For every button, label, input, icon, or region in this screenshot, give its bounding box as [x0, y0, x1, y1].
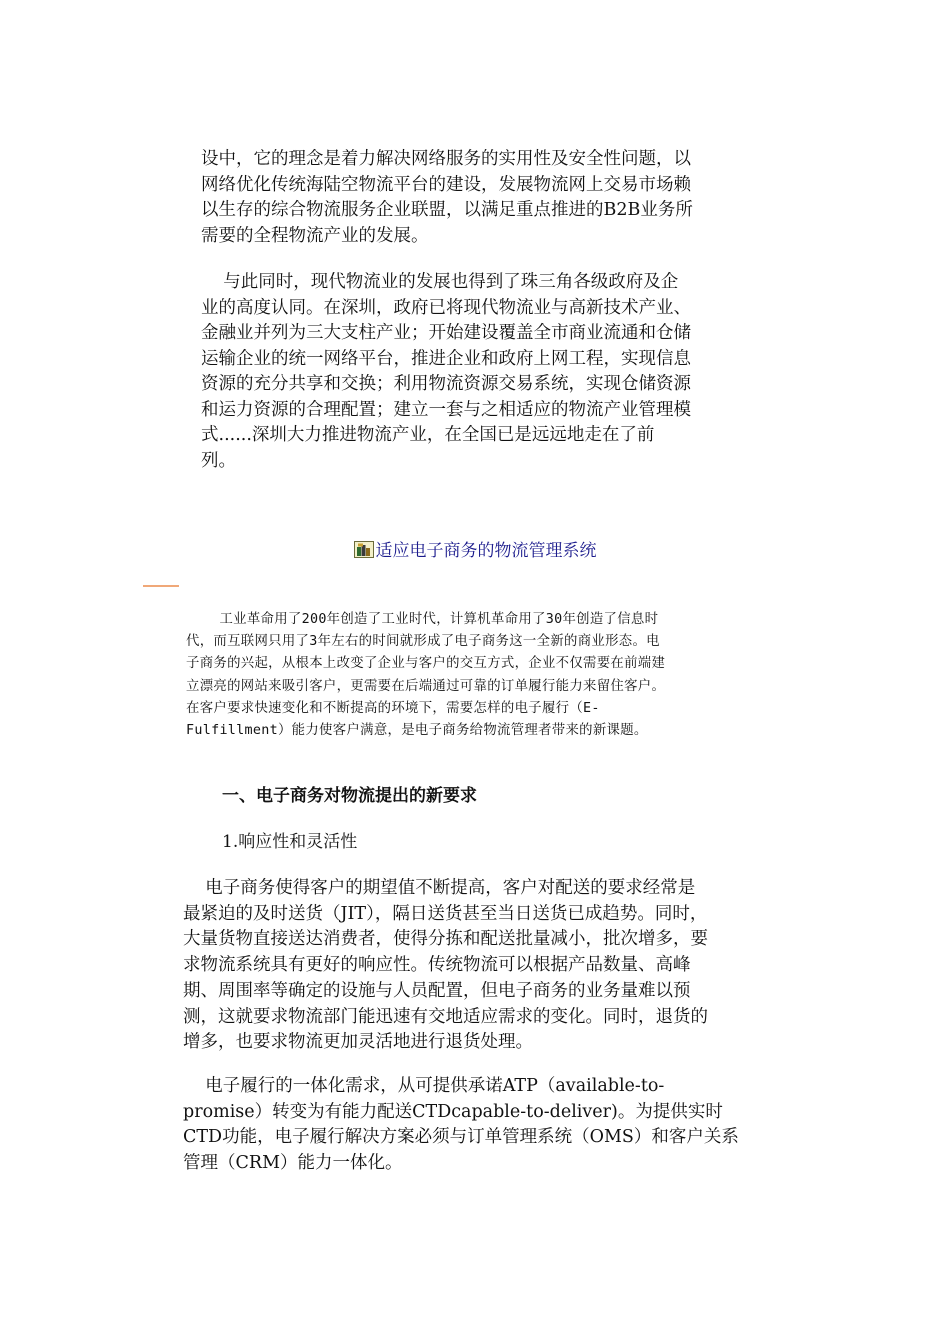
paragraph-4 — [183, 876, 763, 1056]
text-line: promise）转变为有能力配送CTDcapable-to-deliver)。为提供实时 — [183, 1101, 723, 1122]
divider — [143, 585, 179, 587]
text-line: 运输企业的统一网络平台，推进企业和政府上网工程，实现信息 — [201, 348, 691, 369]
text-line: 增多，也要求物流更加灵活地进行退货处理。 — [183, 1032, 533, 1053]
section-title: 适应电子商务的物流管理系统 — [375, 541, 597, 561]
text-line: 电子履行的一体化需求，从可提供承诺ATP（available-to- — [183, 1076, 665, 1096]
text-line: 求物流系统具有更好的响应性。传统物流可以根据产品数量、高峰 — [183, 955, 691, 976]
text-line: 期、周围率等确定的设施与人员配置，但电子商务的业务量难以预 — [183, 980, 691, 1001]
paragraph-1 — [201, 147, 761, 249]
heading-2: 1.响应性和灵活性 — [222, 832, 358, 852]
text-line: 测，这就要求物流部门能迅速有交地适应需求的变化。同时，退货的 — [183, 1006, 708, 1027]
text-line: 管理（CRM）能力一体化。 — [183, 1153, 403, 1174]
paragraph-2 — [201, 270, 761, 474]
text-line: 和运力资源的合理配置；建立一套与之相适应的物流产业管理模 — [201, 399, 691, 420]
text-line: 大量货物直接送达消费者，使得分拣和配送批量减小，批次增多，要 — [183, 929, 708, 950]
text-line: 需要的全程物流产业的发展。 — [201, 225, 429, 246]
text-line: 业的高度认同。在深圳，政府已将现代物流业与高新技术产业、 — [201, 297, 691, 318]
text-line: 式......深圳大力推进物流产业，在全国已是远远地走在了前 — [201, 425, 655, 445]
text-line: 电子商务使得客户的期望值不断提高，客户对配送的要求经常是 — [183, 878, 696, 898]
text-line: 金融业并列为三大支柱产业；开始建设覆盖全市商业流通和仓储 — [201, 323, 691, 343]
text-line: 以生存的综合物流服务企业联盟，以满足重点推进的B2B业务所 — [201, 200, 693, 220]
text-line: CTD功能，电子履行解决方案必须与订单管理系统（OMS）和客户关系 — [183, 1127, 739, 1148]
heading-1: 一、电子商务对物流提出的新要求 — [222, 786, 477, 806]
text-line: 工业革命用了200年创造了工业时代，计算机革命用了30年创造了信息时 — [186, 612, 659, 627]
text-line: 代，而互联网只用了3年左右的时间就形成了电子商务这一全新的商业形态。电 — [186, 634, 660, 650]
text-line: 设中，它的理念是着力解决网络服务的实用性及安全性问题，以 — [201, 149, 691, 169]
text-line: 资源的充分共享和交换；利用物流资源交易系统，实现仓储资源 — [201, 374, 691, 394]
books-icon — [354, 541, 374, 558]
text-line: 与此同时，现代物流业的发展也得到了珠三角各级政府及企 — [201, 272, 679, 292]
text-line: 最紧迫的及时送货（JIT），隔日送货甚至当日送货已成趋势。同时， — [183, 903, 708, 924]
text-line: 网络优化传统海陆空物流平台的建设，发展物流网上交易市场赖 — [201, 174, 691, 195]
paragraph-3 — [186, 609, 761, 742]
text-line: 列。 — [201, 450, 236, 471]
text-line: 立漂亮的网站来吸引客户，更需要在后端通过可靠的订单履行能力来留住客户。 — [186, 678, 666, 694]
paragraph-5 — [183, 1074, 763, 1177]
text-line: 子商务的兴起，从根本上改变了企业与客户的交互方式，企业不仅需要在前端建 — [186, 656, 666, 672]
section-title-row — [0, 539, 950, 563]
text-line: Fulfillment）能力使客户满意，是电子商务给物流管理者带来的新课题。 — [186, 723, 648, 739]
text-line: 在客户要求快速变化和不断提高的环境下，需要怎样的电子履行（E- — [186, 700, 600, 716]
